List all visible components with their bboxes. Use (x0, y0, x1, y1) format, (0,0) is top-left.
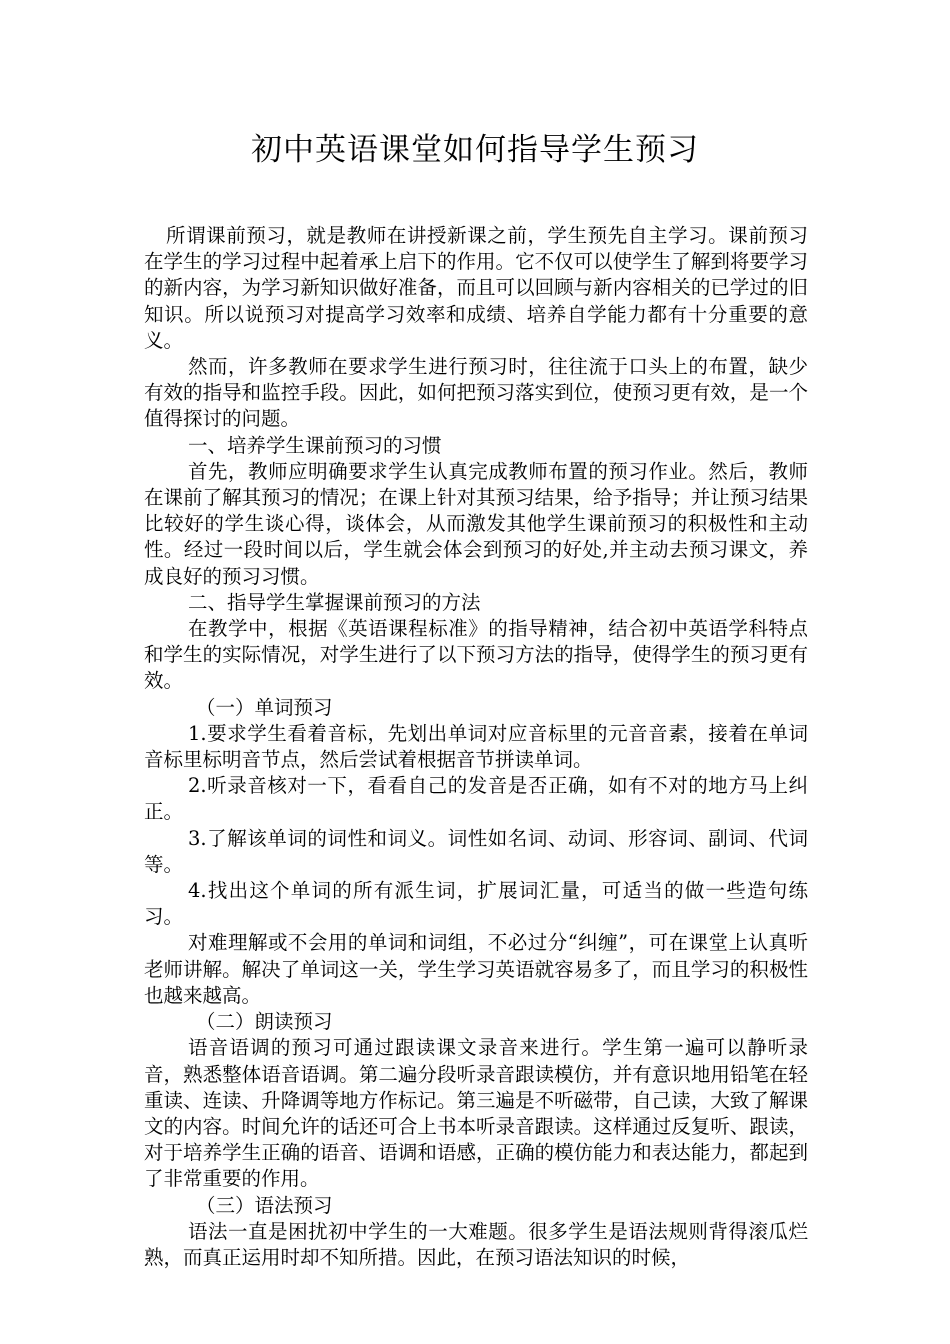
section-heading-1: 一、培养学生课前预习的习惯 (188, 433, 442, 457)
paragraph-intro: 所谓课前预习，就是教师在讲授新课之前，学生预先自主学习。课前预习在学生的学习过程中起着承上启下的作用。它不仅可以使学生了解到将要学习的新内容，为学习新知识做好准备，而且可以回顾与新内容相关的已学过的旧知识。所以说预习对提高学习效率和成绩、培养自学能力都有十分重要的意义。 (144, 224, 808, 352)
list-item-2: 2.听录音核对一下，看看自己的发音是否正确，如有不对的地方马上纠正。 (144, 774, 808, 824)
document-body (144, 223, 808, 1271)
subsection-heading-3: （三）语法预习 (196, 1193, 333, 1217)
section-heading-2: 二、指导学生掌握课前预习的方法 (188, 590, 481, 614)
list-item-1: 1.要求学生看着音标，先划出单词对应音标里的元音音素，接着在单词音标里标明音节点，然后尝试着根据音节拼读单词。 (144, 721, 808, 772)
subsection-heading-2: （二）朗读预习 (196, 1010, 333, 1034)
paragraph-methods: 在教学中，根据《英语课程标准》的指导精神，结合初中英语学科特点和学生的实际情况，对学生进行了以下预习方法的指导，使得学生的预习更有效。 (144, 617, 808, 693)
list-item-3: 3.了解该单词的词性和词义。词性如名词、动词、形容词、副词、代词等。 (144, 826, 808, 876)
paragraph-grammar: 语法一直是困扰初中学生的一大难题。很多学生是语法规则背得滚瓜烂熟，而真正运用时却不知所措。因此，在预习语法知识的时候， (144, 1219, 808, 1269)
list-item-4: 4.找出这个单词的所有派生词，扩展词汇量，可适当的做一些造句练习。 (144, 879, 808, 929)
paragraph-vocabulary: 对难理解或不会用的单词和词组，不必过分“纠缠”，可在课堂上认真听老师讲解。解决了单词这一关，学生学习英语就容易多了，而且学习的积极性也越来越高。 (144, 931, 808, 1007)
paragraph-habit: 首先，教师应明确要求学生认真完成教师布置的预习作业。然后，教师在课前了解其预习的情况；在课上针对其预习结果，给予指导；并让预习结果比较好的学生谈心得，谈体会，从而激发其他学生课前预习的积极性和主动性。经过一段时间以后，学生就会体会到预习的好处,并主动去预习课文，养成良好的预习习惯。 (144, 459, 808, 588)
subsection-heading-1: （一）单词预习 (196, 695, 333, 719)
document-title: 初中英语课堂如何指导学生预习 (251, 132, 699, 168)
paragraph-reading: 语音语调的预习可通过跟读课文录音来进行。学生第一遍可以静听录音，熟悉整体语音语调。第二遍分段听录音跟读模仿，并有意识地用铅笔在轻重读、连读、升降调等地方作标记。第三遍是不听磁带，自己读，大致了解课文的内容。时间允许的话还可合上书本听录音跟读。这样通过反复听、跟读，对于培养学生正确的语音、语调和语感，正确的模仿能力和表达能力，都起到了非常重要的作用。 (144, 1036, 808, 1191)
paragraph-problem: 然而，许多教师在要求学生进行预习时，往往流于口头上的布置，缺少有效的指导和监控手段。因此，如何把预习落实到位，使预习更有效，是一个值得探讨的问题。 (144, 355, 808, 431)
